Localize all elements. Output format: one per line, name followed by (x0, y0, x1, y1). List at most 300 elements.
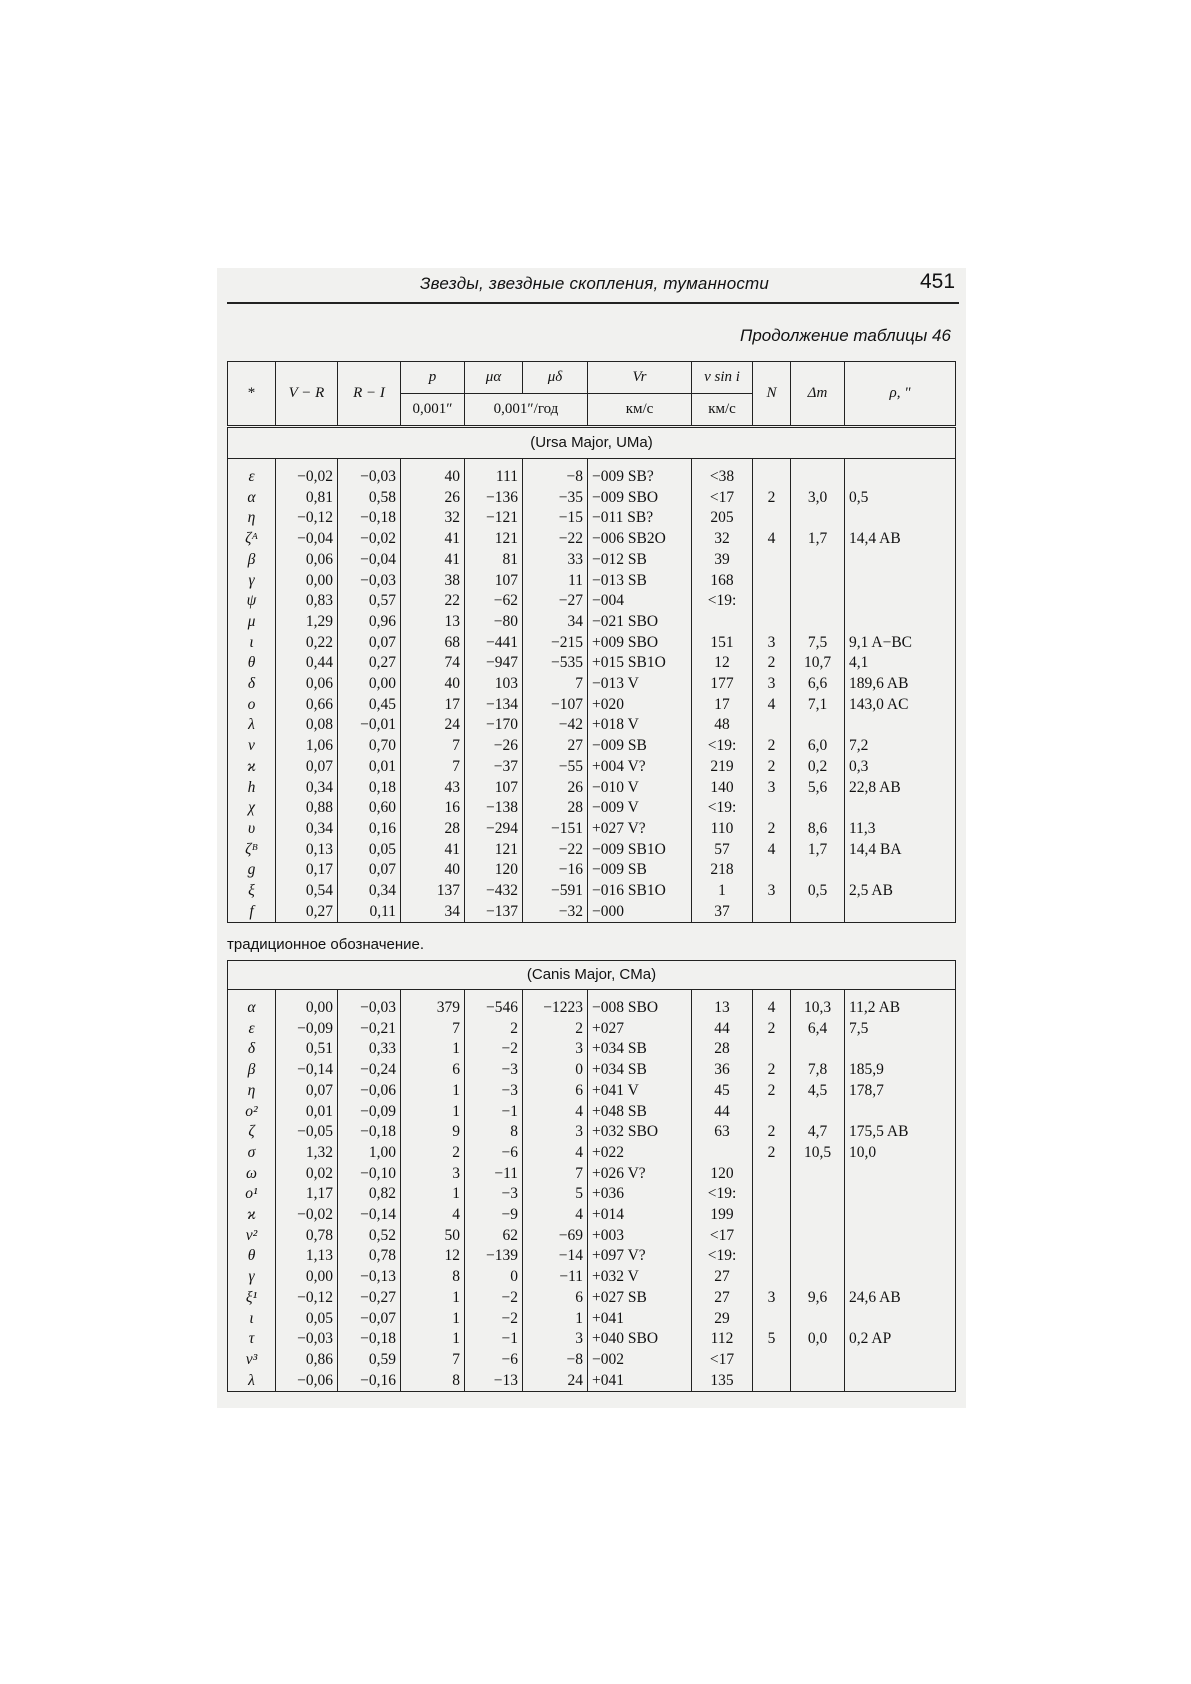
table-cell (791, 1371, 845, 1392)
table-cell: 8 (401, 1371, 465, 1392)
table-cell: 4 (523, 1205, 588, 1226)
table-cell: +020 (588, 695, 692, 716)
table-cell: o (228, 695, 276, 716)
table-cell: 11,2 AB (845, 990, 956, 1019)
table-cell (791, 1102, 845, 1123)
table-row (228, 902, 956, 923)
table-cell (845, 1164, 956, 1185)
table-cell: −0,05 (276, 1122, 338, 1143)
table-cell (791, 1350, 845, 1371)
table-cell: 40 (401, 860, 465, 881)
table-cell: 1,00 (338, 1143, 401, 1164)
table-cell: 137 (401, 881, 465, 902)
table-cell: γ (228, 1267, 276, 1288)
table-cell: 0,60 (338, 798, 401, 819)
table-cell (753, 571, 791, 592)
table-cell (692, 1143, 753, 1164)
table-cell: −6 (465, 1143, 523, 1164)
table-cell: ϰ (228, 1205, 276, 1226)
table-cell: −0,04 (338, 550, 401, 571)
table-cell: −13 (465, 1371, 523, 1392)
table-cell: 74 (401, 653, 465, 674)
table-cell: 0,66 (276, 695, 338, 716)
table-cell (845, 902, 956, 923)
table-cell: 50 (401, 1226, 465, 1247)
table-cell: 0,5 (791, 881, 845, 902)
col-radial-velocity: Vr (588, 362, 692, 394)
table-cell: 27 (692, 1267, 753, 1288)
table-cell: +009 SBO (588, 633, 692, 654)
table-cell: 1,29 (276, 612, 338, 633)
table-cell: 27 (692, 1288, 753, 1309)
table-cell: −1223 (523, 990, 588, 1019)
table-cell: 151 (692, 633, 753, 654)
table-cell: 3 (523, 1329, 588, 1350)
table-cell: +041 (588, 1371, 692, 1392)
table-cell: 0,00 (276, 571, 338, 592)
table-cell: 6,0 (791, 736, 845, 757)
table-cell: 0,82 (338, 1184, 401, 1205)
table-cell: +032 SBO (588, 1122, 692, 1143)
table-cell: 0,07 (276, 1081, 338, 1102)
table-cell: ι (228, 633, 276, 654)
table-row (228, 550, 956, 571)
table-cell: −16 (523, 860, 588, 881)
table-cell: −2 (465, 1288, 523, 1309)
table-cell: 7,2 (845, 736, 956, 757)
table-cell: −0,18 (338, 508, 401, 529)
table-cell (845, 1039, 956, 1060)
table-cell: 43 (401, 778, 465, 799)
table-cell: 7,1 (791, 695, 845, 716)
table-cell: 103 (465, 674, 523, 695)
table-cell: 111 (465, 459, 523, 488)
table-cell: 0,34 (338, 881, 401, 902)
table-cell: −0,18 (338, 1329, 401, 1350)
col-vsini: v sin i (692, 362, 753, 394)
table-cell: 4,5 (791, 1081, 845, 1102)
table-cell: ι (228, 1309, 276, 1330)
table-cell: 0,34 (276, 778, 338, 799)
table-cell: <19: (692, 736, 753, 757)
table-cell (753, 860, 791, 881)
table-cell (753, 1350, 791, 1371)
table-cell: 10,3 (791, 990, 845, 1019)
table-cell: −009 SB (588, 736, 692, 757)
table-cell: 0,27 (338, 653, 401, 674)
table-cell: 40 (401, 459, 465, 488)
table-cell (845, 550, 956, 571)
table-cell: +015 SB1O (588, 653, 692, 674)
table-cell (791, 508, 845, 529)
col-star: * (228, 362, 276, 426)
table-row (228, 1164, 956, 1185)
table-cell: 28 (523, 798, 588, 819)
table-row (228, 1122, 956, 1143)
table-cell: −37 (465, 757, 523, 778)
table-cell (791, 798, 845, 819)
table-cell (845, 1371, 956, 1392)
table-cell: 9,6 (791, 1288, 845, 1309)
table-cell: −0,03 (276, 1329, 338, 1350)
table-cell (753, 508, 791, 529)
table-cell: +097 V? (588, 1246, 692, 1267)
table-cell: 120 (465, 860, 523, 881)
col-n: N (753, 362, 791, 426)
table-cell: +003 (588, 1226, 692, 1247)
table-cell: g (228, 860, 276, 881)
table-cell: ψ (228, 591, 276, 612)
table-cell: 26 (401, 488, 465, 509)
table-cell: 168 (692, 571, 753, 592)
table-cell: 0,78 (276, 1226, 338, 1247)
table-cell: 379 (401, 990, 465, 1019)
column-header-table (227, 361, 956, 426)
table-cell: 41 (401, 529, 465, 550)
table-cell: 0,2 AP (845, 1329, 956, 1350)
table-cell: 17 (401, 695, 465, 716)
table-cell: τ (228, 1329, 276, 1350)
table-cell: +041 V (588, 1081, 692, 1102)
table-cell (791, 1226, 845, 1247)
table-cell: ζᴬ (228, 529, 276, 550)
table-cell: 48 (692, 715, 753, 736)
table-cell (753, 1102, 791, 1123)
table-row (228, 508, 956, 529)
table-cell: 0,34 (276, 819, 338, 840)
table-cell: δ (228, 674, 276, 695)
table-cell: 1,7 (791, 840, 845, 861)
table-cell: 7,5 (845, 1019, 956, 1040)
table-cell (845, 1309, 956, 1330)
table-cell: 12 (401, 1246, 465, 1267)
table-cell: −000 (588, 902, 692, 923)
table-row (228, 819, 956, 840)
table-cell: −947 (465, 653, 523, 674)
table-cell: δ (228, 1039, 276, 1060)
table-cell: −0,16 (338, 1371, 401, 1392)
table-cell: <17 (692, 1226, 753, 1247)
table-cell: 2 (753, 1143, 791, 1164)
table-cell: −69 (523, 1226, 588, 1247)
table-cell: 1 (401, 1039, 465, 1060)
table-cell: 0,45 (338, 695, 401, 716)
table-cell: −55 (523, 757, 588, 778)
table-row (228, 459, 956, 488)
table-cell: −294 (465, 819, 523, 840)
table-cell: −546 (465, 990, 523, 1019)
table-cell: −15 (523, 508, 588, 529)
table-cell: +014 (588, 1205, 692, 1226)
table-cell: −151 (523, 819, 588, 840)
table-cell (845, 798, 956, 819)
col-v-r: V − R (276, 362, 338, 426)
table-cell: 0,16 (338, 819, 401, 840)
table-cell: 1,7 (791, 529, 845, 550)
table-row (228, 1226, 956, 1247)
table-cell: 24,6 AB (845, 1288, 956, 1309)
table-cell: 0,52 (338, 1226, 401, 1247)
unit-parallax: 0,001″ (401, 394, 465, 426)
table-cell: 0,59 (338, 1350, 401, 1371)
table-cell: −8 (523, 459, 588, 488)
table-cell: 0,27 (276, 902, 338, 923)
table-cell: 2 (465, 1019, 523, 1040)
table-cell: −0,24 (338, 1060, 401, 1081)
table-cell: 143,0 AC (845, 695, 956, 716)
table-cell: 205 (692, 508, 753, 529)
table-cell: −009 SB? (588, 459, 692, 488)
table-cell: 0,07 (276, 757, 338, 778)
table-cell (753, 550, 791, 571)
table-row (228, 1267, 956, 1288)
table-cell: 9,1 A−BC (845, 633, 956, 654)
table-cell: h (228, 778, 276, 799)
table-cell: −008 SBO (588, 990, 692, 1019)
table-cell (753, 1246, 791, 1267)
table-cell: 11,3 (845, 819, 956, 840)
table-cell: 0,83 (276, 591, 338, 612)
table-cell: λ (228, 715, 276, 736)
table-cell: −170 (465, 715, 523, 736)
table-cell: 4 (753, 840, 791, 861)
table-cell: −3 (465, 1081, 523, 1102)
table-cell: 0,44 (276, 653, 338, 674)
table-cell (753, 1371, 791, 1392)
table-cell: 6 (523, 1288, 588, 1309)
table-cell: ε (228, 459, 276, 488)
table-cell: −0,13 (338, 1267, 401, 1288)
table-cell (845, 1246, 956, 1267)
table-cell: 0,3 (845, 757, 956, 778)
table-row (228, 571, 956, 592)
table-cell: −0,03 (338, 571, 401, 592)
table-cell: 6 (401, 1060, 465, 1081)
table-cell: −009 SB (588, 860, 692, 881)
table-cell: 185,9 (845, 1060, 956, 1081)
table-cell: 32 (692, 529, 753, 550)
table-cell: 0,06 (276, 550, 338, 571)
table-cell: 0,0 (791, 1329, 845, 1350)
table-cell: 34 (523, 612, 588, 633)
table-row (228, 1205, 956, 1226)
table-cell: −0,02 (276, 1205, 338, 1226)
table-cell: 7 (401, 1350, 465, 1371)
table-row (228, 488, 956, 509)
table-cell: +048 SB (588, 1102, 692, 1123)
table-cell: 10,7 (791, 653, 845, 674)
table-cell: η (228, 508, 276, 529)
table-row (228, 695, 956, 716)
table-cell (753, 1267, 791, 1288)
table-cell: 1,17 (276, 1184, 338, 1205)
table-cell: 0,17 (276, 860, 338, 881)
header-rule (227, 302, 959, 304)
table-cell: 0,18 (338, 778, 401, 799)
table-cell: 1 (401, 1329, 465, 1350)
table-cell: −009 SB1O (588, 840, 692, 861)
table-cell: 5 (753, 1329, 791, 1350)
table-cell: 0,00 (276, 990, 338, 1019)
table-cell: −010 V (588, 778, 692, 799)
table-cell: −27 (523, 591, 588, 612)
table-cell: 10,5 (791, 1143, 845, 1164)
table-cell (845, 459, 956, 488)
table-cell (845, 715, 956, 736)
ursa-major-table (227, 427, 956, 923)
table-cell: σ (228, 1143, 276, 1164)
table-cell: 1,32 (276, 1143, 338, 1164)
table-cell: −004 (588, 591, 692, 612)
running-header-title: Звезды, звездные скопления, туманности (420, 274, 770, 293)
table-cell: 41 (401, 840, 465, 861)
table-cell (791, 1164, 845, 1185)
table-cell: 28 (401, 819, 465, 840)
table-cell: 0,01 (276, 1102, 338, 1123)
table-cell (753, 1309, 791, 1330)
table-cell (845, 591, 956, 612)
table-cell: −139 (465, 1246, 523, 1267)
table-cell: 57 (692, 840, 753, 861)
table-cell (845, 1205, 956, 1226)
section-title-ursa-major: (Ursa Major, UMa) (228, 428, 956, 459)
table-cell: −0,03 (338, 990, 401, 1019)
table-row (228, 591, 956, 612)
table-cell: +036 (588, 1184, 692, 1205)
table-cell (845, 1267, 956, 1288)
table-cell: 28 (692, 1039, 753, 1060)
table-cell: −0,27 (338, 1288, 401, 1309)
table-cell (753, 612, 791, 633)
table-cell: −1 (465, 1102, 523, 1123)
table-cell: 120 (692, 1164, 753, 1185)
table-cell: 135 (692, 1371, 753, 1392)
table-cell: 36 (692, 1060, 753, 1081)
table-cell: 7 (523, 1164, 588, 1185)
table-cell: 6 (523, 1081, 588, 1102)
table-cell: α (228, 488, 276, 509)
table-cell: 0,22 (276, 633, 338, 654)
table-cell: 3,0 (791, 488, 845, 509)
table-cell (791, 1039, 845, 1060)
table-cell: ζ (228, 1122, 276, 1143)
table-cell: −2 (465, 1039, 523, 1060)
table-cell: μ (228, 612, 276, 633)
table-cell: −591 (523, 881, 588, 902)
table-cell: 7 (401, 1019, 465, 1040)
table-cell: f (228, 902, 276, 923)
table-cell: −62 (465, 591, 523, 612)
table-cell: 22 (401, 591, 465, 612)
table-cell: −441 (465, 633, 523, 654)
table-cell: +027 (588, 1019, 692, 1040)
table-cell: 0,05 (338, 840, 401, 861)
table-cell: 121 (465, 529, 523, 550)
table-cell: −22 (523, 840, 588, 861)
table-cell: 68 (401, 633, 465, 654)
table-row (228, 1371, 956, 1392)
table-cell (791, 902, 845, 923)
table-cell: 41 (401, 550, 465, 571)
table-cell: 8,6 (791, 819, 845, 840)
table-row (228, 778, 956, 799)
table-cell: −136 (465, 488, 523, 509)
table-row (228, 881, 956, 902)
table-cell: 6,6 (791, 674, 845, 695)
table-cell: ζᴮ (228, 840, 276, 861)
table-cell: 0,70 (338, 736, 401, 757)
table-cell: 7,8 (791, 1060, 845, 1081)
table-cell: 10,0 (845, 1143, 956, 1164)
table-cell: 27 (523, 736, 588, 757)
table-row (228, 798, 956, 819)
table-cell: 0,01 (338, 757, 401, 778)
table-cell (791, 1184, 845, 1205)
table-cell: −535 (523, 653, 588, 674)
table-cell: −32 (523, 902, 588, 923)
table-cell: 3 (753, 1288, 791, 1309)
col-rho: ρ, " (845, 362, 956, 426)
table-cell: 7 (523, 674, 588, 695)
table-cell (753, 1039, 791, 1060)
table-cell: 140 (692, 778, 753, 799)
table-cell: 2 (753, 1019, 791, 1040)
table-row (228, 674, 956, 695)
table-cell: 11 (523, 571, 588, 592)
table-cell: −1 (465, 1329, 523, 1350)
table-cell: 29 (692, 1309, 753, 1330)
table-cell (791, 1309, 845, 1330)
table-cell: 189,6 AB (845, 674, 956, 695)
table-cell: 0,02 (276, 1164, 338, 1185)
table-cell: 0,96 (338, 612, 401, 633)
table-cell: −012 SB (588, 550, 692, 571)
table-cell (753, 591, 791, 612)
table-cell: 45 (692, 1081, 753, 1102)
table-cell: <19: (692, 798, 753, 819)
table-cell: −0,09 (276, 1019, 338, 1040)
table-cell: <19: (692, 1246, 753, 1267)
table-cell (791, 1267, 845, 1288)
table-cell: 0,81 (276, 488, 338, 509)
table-cell (791, 1205, 845, 1226)
table-cell: −021 SBO (588, 612, 692, 633)
table-cell: 9 (401, 1122, 465, 1143)
table-cell: 2 (753, 488, 791, 509)
table-row (228, 1060, 956, 1081)
table-cell: −013 V (588, 674, 692, 695)
table-cell: 13 (692, 990, 753, 1019)
table-cell: −215 (523, 633, 588, 654)
table-cell: −0,02 (276, 459, 338, 488)
table-cell: −009 SBO (588, 488, 692, 509)
col-mu-delta: μδ (523, 362, 588, 394)
table-cell: −002 (588, 1350, 692, 1371)
table-cell: −138 (465, 798, 523, 819)
table-cell: +040 SBO (588, 1329, 692, 1350)
table-cell: 112 (692, 1329, 753, 1350)
table-cell (791, 591, 845, 612)
table-cell: 24 (523, 1371, 588, 1392)
table-cell: 2 (753, 819, 791, 840)
table-cell: −11 (523, 1267, 588, 1288)
table-cell: 63 (692, 1122, 753, 1143)
table-row (228, 990, 956, 1019)
table-cell: 4 (523, 1102, 588, 1123)
table-cell: +004 V? (588, 757, 692, 778)
table-cell: 1,13 (276, 1246, 338, 1267)
table-cell: 199 (692, 1205, 753, 1226)
